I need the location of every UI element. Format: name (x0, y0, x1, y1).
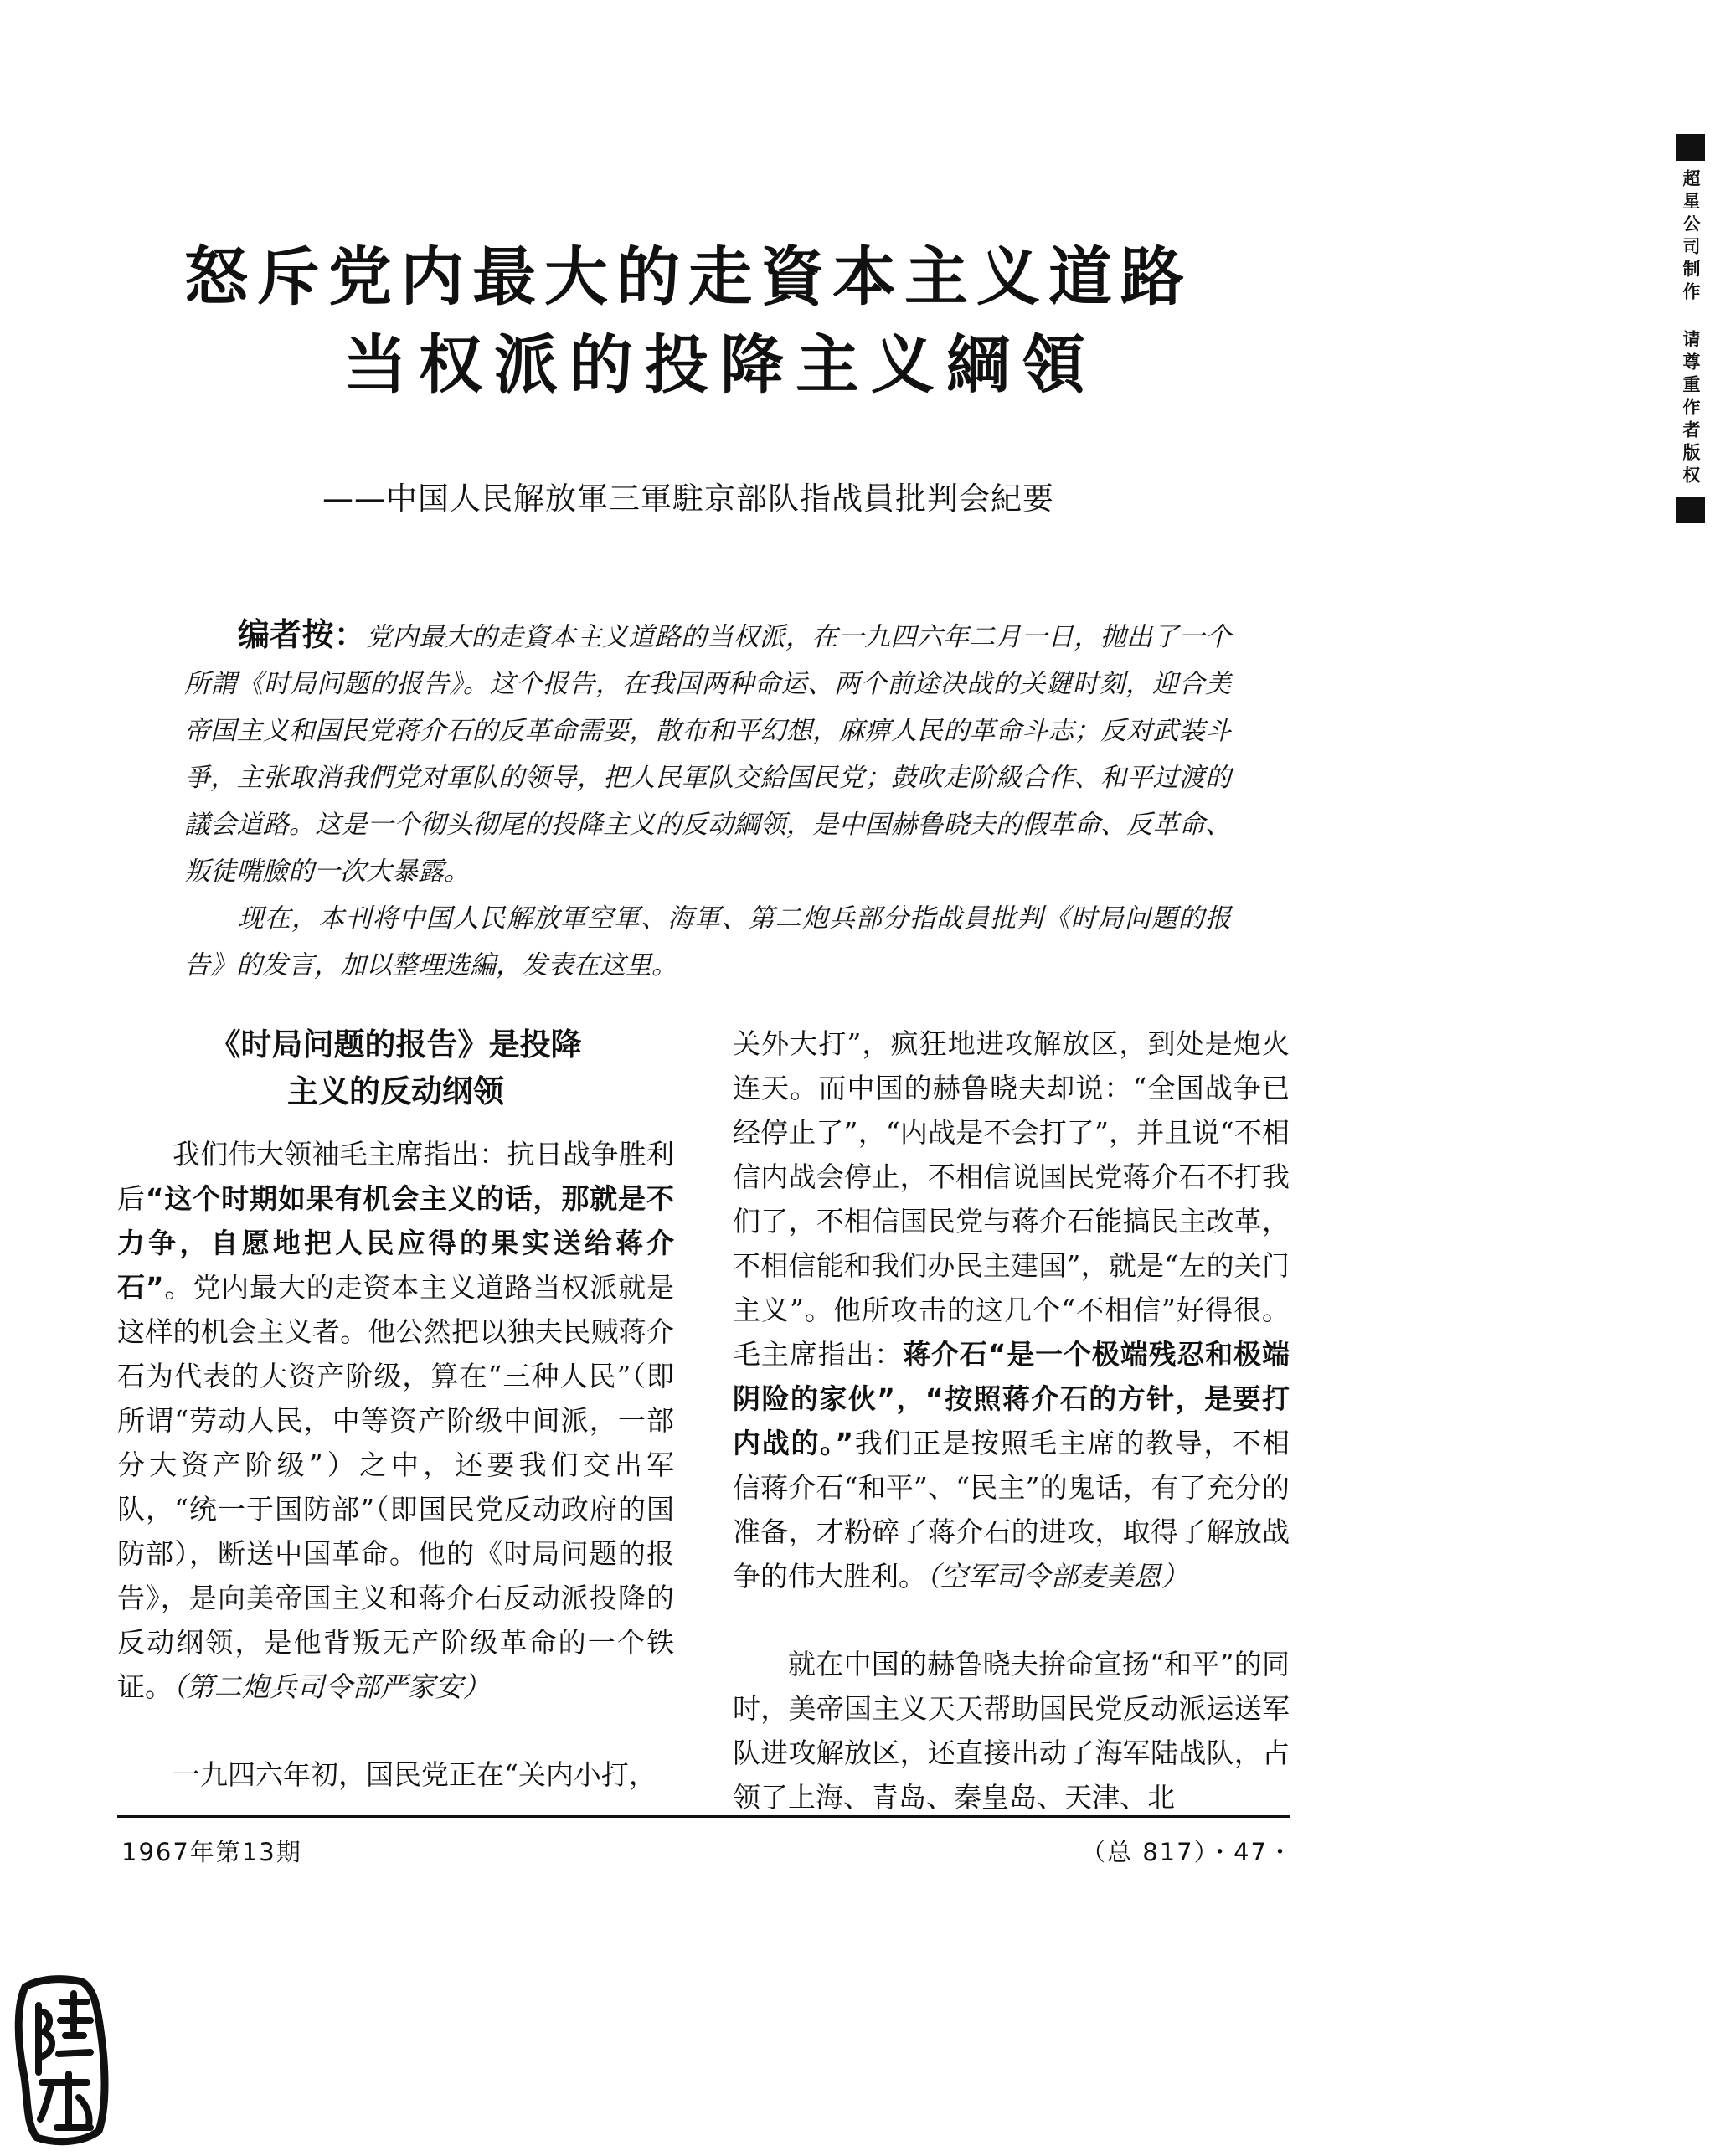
left-p1-text-a: 我们伟大领袖毛主席指出：抗日战争胜利后 (117, 1138, 674, 1215)
left-p1-quote: “这个时期如果有机会主义的话，那就是不力争，自愿地把人民应得的果实送给蒋介石” (117, 1182, 674, 1304)
footer-rule (117, 1815, 1290, 1818)
editor-note-paragraph-2: 现在，本刊将中国人民解放軍空軍、海軍、第二炮兵部分指战員批判《时局问題的报告》的发言，加以整理选編，发表在这里。 (184, 903, 1231, 980)
editor-note (184, 611, 1231, 989)
section-heading-line-2: 主义的反动纲领 (287, 1073, 504, 1109)
side-label-bottom-bar (1676, 497, 1705, 523)
article-title-line-2: 当权派的投降主义綱領 (343, 327, 1097, 402)
right-p1-text-a: 关外大打”，疯狂地进攻解放区，到处是炮火连天。而中国的赫鲁晓夫却说：“全国战争已经停止了”，“内战是不会打了”，并且说“不相信内战会停止，不相信说国民党蒋介石不打我们了，不相信国民党与蒋介石能搞民主改革，不相信能和我们办民主建国”，就是“左的关门主义”。他所攻击的这几个“不相信”好得很。毛主席指出： (733, 1027, 1290, 1371)
right-paragraph-1 (733, 1021, 1290, 1598)
left-paragraph-2: 一九四六年初，国民党正在“关内小打， (173, 1758, 657, 1791)
article-subtitle: ——中国人民解放軍三軍駐京部队指战員批判会紀要 (322, 481, 1054, 517)
right-column (733, 1021, 1290, 1819)
left-p1-credit: （第二炮兵司令部严家安） (173, 1670, 491, 1703)
editor-note-label: 编者按： (238, 616, 367, 653)
side-label-text: 超星公司制作 请尊重作者版权 (1681, 169, 1701, 488)
page-number: （总 817）・47・ (1081, 1838, 1294, 1866)
left-paragraph-1 (117, 1132, 674, 1709)
section-heading-line-1: 《时局问题的报告》是投降 (209, 1027, 582, 1063)
issue-label: 1967年第13期 (121, 1838, 302, 1866)
seal-stamp-icon (7, 1972, 116, 2148)
right-paragraph-2: 就在中国的赫鲁晓夫拚命宣扬“和平”的同时，美帝国主义天天帮助国民党反动派运送军队进攻解放区，还直接出动了海军陆战队，占领了上海、青岛、秦皇岛、天津、北 (733, 1648, 1290, 1814)
article-title-line-1: 怒斥党内最大的走資本主义道路 (184, 239, 1192, 314)
editor-note-paragraph-1 (184, 611, 1231, 895)
section-heading (117, 1021, 674, 1115)
left-column (117, 1021, 674, 1797)
editor-note-text-1: 党内最大的走資本主义道路的当权派，在一九四六年二月一日，抛出了一个所謂《时局问题的报告》。这个报告，在我国两种命运、两个前途决战的关鍵时刻，迎合美帝国主义和国民党蒋介石的反革命需要，散布和平幻想，麻痹人民的革命斗志；反对武装斗爭，主张取消我們党对軍队的领导，把人民軍队交給国民党；鼓吹走阶級合作、和平过渡的議会道路。这是一个彻头彻尾的投降主义的反动綱领，是中国赫鲁晓夫的假革命、反革命、叛徒嘴臉的一次大暴露。 (184, 622, 1231, 887)
right-p1-credit: （空军司令部麦美恩） (926, 1560, 1189, 1593)
publisher-side-label (1666, 134, 1715, 611)
left-p1-text-b: 。党内最大的走资本主义道路当权派就是这样的机会主义者。他公然把以独夫民贼蒋介石为代表的大资产阶级，算在“三种人民”（即所谓“劳动人民，中等资产阶级中间派，一部分大资产阶级”）之中，还要我们交出军队，“统一于国防部”（即国民党反动政府的国防部），断送中国革命。他的《时局问题的报告》，是向美帝国主义和蒋介石反动派投降的反动纲领，是他背叛无产阶级革命的一个铁证。 (117, 1271, 674, 1703)
right-p1-quote: 蒋介石“是一个极端残忍和极端阴险的家伙”，“按照蒋介石的方针，是要打内战的。” (733, 1338, 1290, 1459)
right-p1-text-b: 我们正是按照毛主席的教导，不相信蒋介石“和平”、“民主”的鬼话，有了充分的准备，才粉碎了蒋介石的进攻，取得了解放战争的伟大胜利。 (733, 1427, 1290, 1593)
side-label-top-bar (1676, 134, 1705, 161)
